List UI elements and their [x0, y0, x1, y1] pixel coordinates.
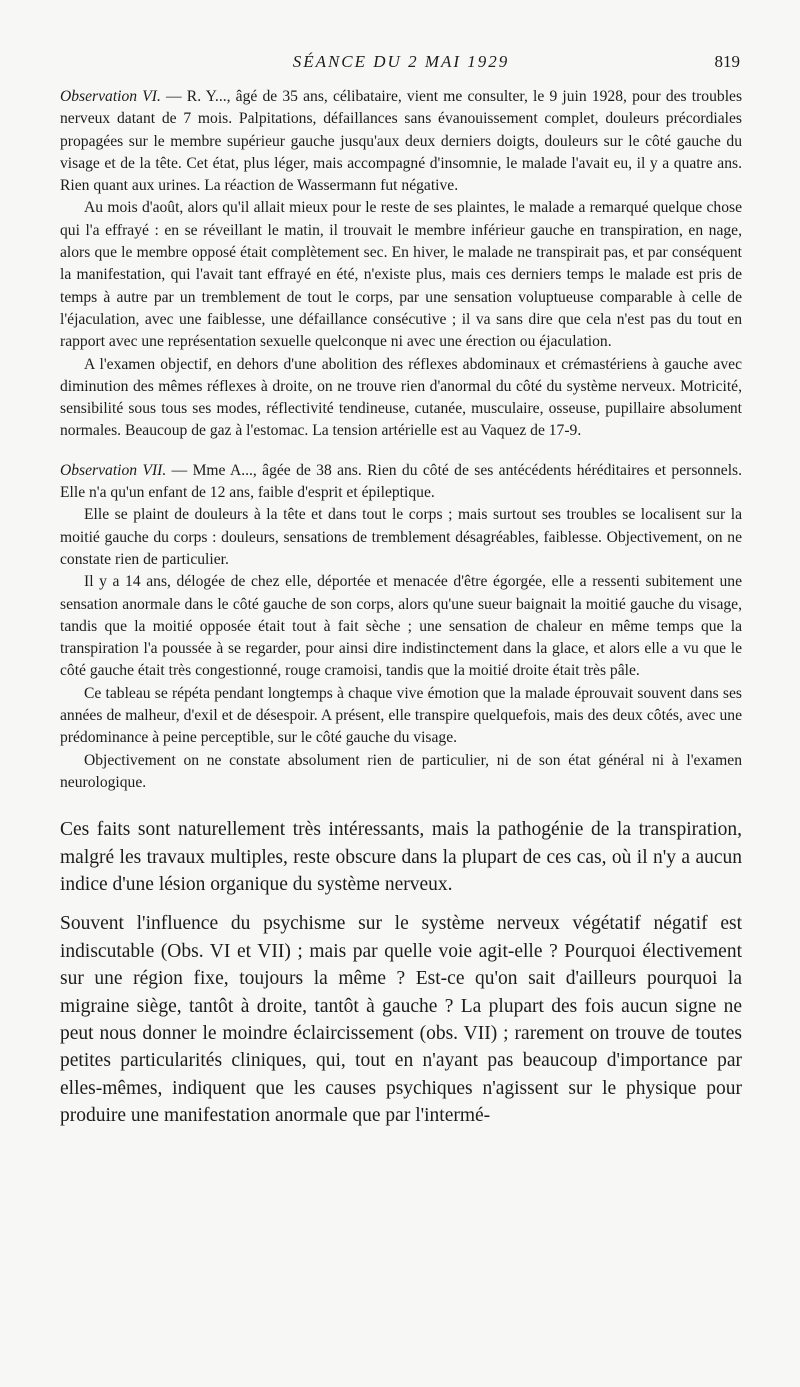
obs7-paragraph-4: Ce tableau se répéta pendant longtemps à chaque vive émotion que la malade éprouvait souvent dans ses années de malheur, d'exil et de désespoir. A présent, elle transpire quelquefois, mais des deux côtés, avec une prédominance à peine perceptible, sur le côté gauche du visage.: [60, 684, 742, 747]
discussion-paragraph-2: Souvent l'influence du psychisme sur le système nerveux végétatif négatif est indiscutable (Obs. VI et VII) ; mais par quelle voie agit-elle ? Pourquoi électivement sur une région fixe, toujours la même ? Est-ce qu'on sait d'ailleurs pourquoi la migraine siège, tantôt à droite, tantôt à gauche ? La plupart des fois aucun signe ne peut nous donner le moindre éclaircissement (obs. VII) ; rarement on trouve de toutes petites particularités cliniques, qui, tout en n'ayant pas beaucoup d'importance par elles-mêmes, indiquent que les causes psychiques n'agissent sur le physique pour produire une manifestation anormale que par l'intermé-: [60, 913, 742, 1127]
discussion-paragraph-1: Ces faits sont naturellement très intéressants, mais la pathogénie de la transpiration, malgré les travaux multiples, reste obscure dans la plupart de ces cas, où il n'y a aucun indice d'une lésion organique du système nerveux.: [60, 819, 742, 896]
observation-vi: [60, 86, 742, 443]
running-head: [60, 52, 742, 86]
obs7-paragraph-5: Objectivement on ne constate absolument rien de particulier, ni de son état général ni à l'examen neurologique.: [60, 751, 742, 791]
observation-vii: [60, 460, 742, 794]
obs6-text-1: — R. Y..., âgé de 35 ans, célibataire, vient me consulter, le 9 juin 1928, pour des troubles nerveux datant de 7 mois. Palpitations, défaillances sans évanouissement complet, douleurs précordiales propagées sur le membre supérieur gauche jusqu'aux deux derniers doigts, douleurs sur le côté gauche du visage et de la tête. Cet état, plus léger, mais accompagné d'insomnie, le malade l'avait eu, il y a quatre ans. Rien quant aux urines. La réaction de Wassermann fut négative.: [60, 88, 743, 195]
discussion-section: [60, 816, 742, 1129]
obs6-label: Observation VI.: [60, 88, 161, 105]
obs6-paragraph-3: A l'examen objectif, en dehors d'une abolition des réflexes abdominaux et crémastériens à gauche avec diminution des mêmes réflexes à droite, on ne trouve rien d'anormal du côté du système nerveux. Motricité, sensibilité sous tous ses modes, réflectivité tendineuse, cutanée, musculaire, osseuse, pupillaire absolument normales. Beaucoup de gaz à l'estomac. La tension artérielle est au Vaquez de 17-9.: [60, 355, 742, 440]
obs7-label: Observation VII.: [60, 461, 167, 479]
running-title: SÉANCE DU 2 MAI 1929: [292, 52, 510, 71]
obs6-paragraph-1: [60, 86, 742, 197]
obs7-paragraph-1: [60, 460, 742, 505]
obs7-text-1: — Mme A..., âgée de 38 ans. Rien du côté de ses antécédents héréditaires et personnels. Elle n'a qu'un enfant de 12 ans, faible d'esprit et épileptique.: [60, 461, 743, 502]
obs7-paragraph-3: Il y a 14 ans, délogée de chez elle, déportée et menacée d'être égorgée, elle a ressenti subitement une sensation anormale dans le côté gauche de son corps, alors qu'une sueur baignait la moitié gauche du visage, tandis que la moitié opposée était tout à fait sèche ; une sensation de chaleur en même temps que la transpiration l'a poussée à se regarder, pour ainsi dire indistinctement dans la glace, et alors elle a vu que le côté gauche était très congestionné, rouge cramoisi, tandis que la moitié droite était très pâle.: [60, 573, 742, 680]
obs7-paragraph-2: Elle se plaint de douleurs à la tête et dans tout le corps ; mais surtout ses troubles se localisent sur la moitié gauche du corps : douleurs, sensations de tremblement désagréables, faiblesse. Objectivement, on ne constate rien de particulier.: [60, 506, 742, 568]
page-number: 819: [714, 52, 740, 71]
obs6-paragraph-2: Au mois d'août, alors qu'il allait mieux pour le reste de ses plaintes, le malade a remarqué quelque chose qui l'a effrayé : en se réveillant le matin, il trouvait le membre inférieur gauche en transpiration, en nage, alors que le membre opposé était complètement sec. En hiver, le malade ne transpirait pas, et par conséquent la manifestation, qui l'avait tant effrayé en été, n'existe plus, mais ces derniers temps le malade est pris de temps à autre par un tremblement de tout le corps, par une sensation voluptueuse comparable à celle de l'éjaculation, avec une faiblesse, une défaillance consécutive ; il va sans dire que cela n'est pas du tout en rapport avec une représentation sexuelle quelconque ni avec une érection ou éjaculation.: [60, 199, 742, 351]
